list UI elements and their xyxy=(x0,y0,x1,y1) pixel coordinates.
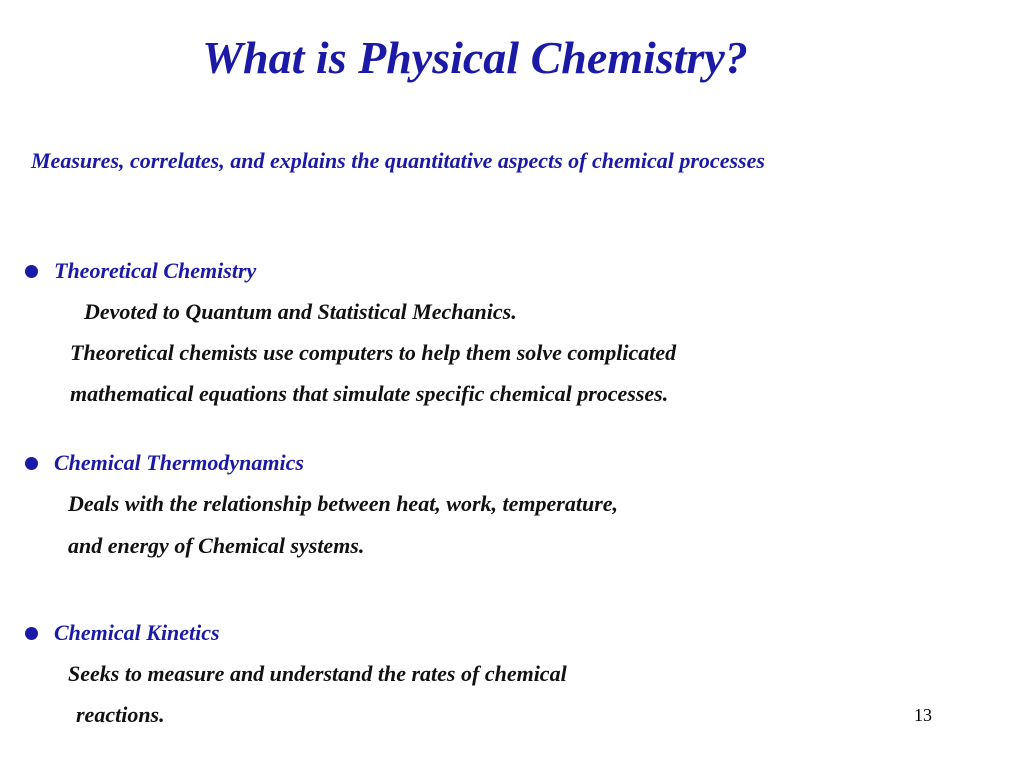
section-line: reactions. xyxy=(76,702,165,727)
section-line: Devoted to Quantum and Statistical Mechanics. xyxy=(84,299,517,324)
section-line: Deals with the relationship between heat, work, temperature, xyxy=(68,491,619,516)
section-line: Theoretical chemists use computers to help them solve complicated xyxy=(70,340,677,365)
section-line: Seeks to measure and understand the rates of chemical xyxy=(68,661,567,686)
section-heading-theoretical-chemistry xyxy=(22,256,256,286)
section-heading-label: Theoretical Chemistry xyxy=(54,258,257,283)
bullet-icon xyxy=(25,627,38,640)
section-heading-label: Chemical Thermodynamics xyxy=(54,450,304,475)
section-heading-chemical-thermodynamics xyxy=(22,448,304,478)
bullet-icon xyxy=(25,265,38,278)
slide-title: What is Physical Chemistry? xyxy=(202,32,748,83)
section-line: mathematical equations that simulate specific chemical processes. xyxy=(70,381,669,406)
section-heading-label: Chemical Kinetics xyxy=(54,620,220,645)
section-line: and energy of Chemical systems. xyxy=(68,533,365,558)
intro-text: Measures, correlates, and explains the quantitative aspects of chemical processes xyxy=(31,148,765,173)
page-number: 13 xyxy=(914,705,932,725)
section-heading-chemical-kinetics xyxy=(22,618,220,648)
bullet-icon xyxy=(25,457,38,470)
